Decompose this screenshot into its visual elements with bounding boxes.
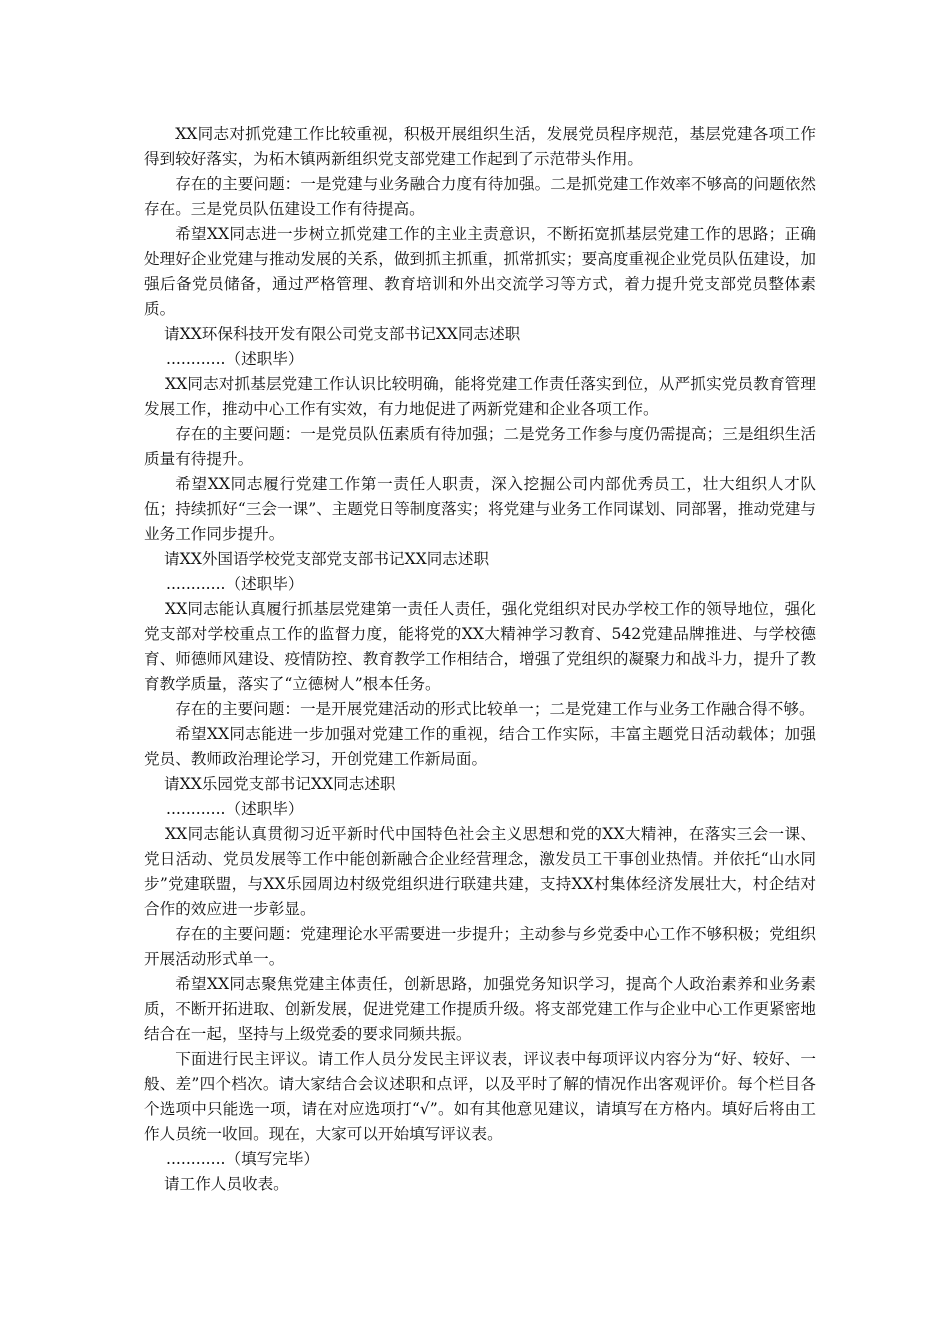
paragraph-5: 存在的主要问题：一是党员队伍素质有待加强；二是党务工作参与度仍需提高；三是组织生活质量有待提升。	[144, 425, 816, 468]
paragraph-11: 存在的主要问题：党建理论水平需要进一步提升；主动参与乡党委中心工作不够积极；党组织开展活动形式单一。	[144, 925, 816, 968]
paragraph-1: XX同志对抓党建工作比较重视，积极开展组织生活，发展党员程序规范，基层党建各项工作得到较好落实，为柘木镇两新组织党支部党建工作起到了示范带头作用。	[144, 125, 816, 168]
document-body	[144, 122, 816, 1197]
report-end-marker: ............（述职毕）	[166, 350, 304, 368]
paragraph-6: 希望XX同志履行党建工作第一责任人职责，深入挖掘公司内部优秀员工，壮大组织人才队伍；持续抓好“三会一课”、主题党日等制度落实；将党建与业务工作同谋划、同部署，推动党建与业务工作同步提升。	[144, 475, 816, 543]
paragraph-4: XX同志对抓基层党建工作认识比较明确，能将党建工作责任落实到位，从严抓实党员教育管理发展工作，推动中心工作有实效，有力地促进了两新党建和企业各项工作。	[144, 375, 816, 418]
paragraph-8: 存在的主要问题：一是开展党建活动的形式比较单一；二是党建工作与业务工作融合得不够。	[175, 700, 815, 718]
report-end-marker: ............（述职毕）	[166, 800, 304, 818]
paragraph-2: 存在的主要问题：一是党建与业务融合力度有待加强。二是抓党建工作效率不够高的问题依然存在。三是党员队伍建设工作有待提高。	[144, 175, 816, 218]
speaker-request-line: 请XX乐园党支部书记XX同志述职	[164, 775, 396, 793]
paragraph-10: XX同志能认真贯彻习近平新时代中国特色社会主义思想和党的XX大精神，在落实三会一课、党日活动、党员发展等工作中能创新融合企业经营理念，激发员工干事创业热情。并依托“山水同步”党建联盟，与XX乐园周边村级党组织进行联建共建，支持XX村集体经济发展壮大，村企结对合作的效应进一步彰显。	[144, 825, 816, 918]
closing-line: 请工作人员收表。	[164, 1175, 289, 1193]
speaker-request-line: 请XX外国语学校党支部党支部书记XX同志述职	[164, 550, 490, 568]
paragraph-3: 希望XX同志进一步树立抓党建工作的主业主责意识，不断拓宽抓基层党建工作的思路；正确处理好企业党建与推动发展的关系，做到抓主抓重，抓常抓实；要高度重视企业党员队伍建设，加强后备党员储备，通过严格管理、教育培训和外出交流学习等方式，着力提升党支部党员整体素质。	[144, 225, 816, 318]
paragraph-12: 希望XX同志聚焦党建主体责任，创新思路，加强党务知识学习，提高个人政治素养和业务素质，不断开拓进取、创新发展，促进党建工作提质升级。将支部党建工作与企业中心工作更紧密地结合在一起，坚持与上级党委的要求同频共振。	[144, 975, 816, 1043]
paragraph-7: XX同志能认真履行抓基层党建第一责任人责任，强化党组织对民办学校工作的领导地位，强化党支部对学校重点工作的监督力度，能将党的XX大精神学习教育、542党建品牌推进、与学校德育、师德师风建设、疫情防控、教育教学工作相结合，增强了党组织的凝聚力和战斗力，提升了教育教学质量，落实了“立德树人”根本任务。	[144, 600, 816, 693]
paragraph-13: 下面进行民主评议。请工作人员分发民主评议表，评议表中每项评议内容分为“好、较好、一般、差”四个档次。请大家结合会议述职和点评，以及平时了解的情况作出客观评价。每个栏目各个选项中只能选一项，请在对应选项打“√”。如有其他意见建议，请填写在方格内。填好后将由工作人员统一收回。现在，大家可以开始填写评议表。	[144, 1050, 816, 1143]
report-end-marker: ............（述职毕）	[166, 575, 304, 593]
paragraph-9: 希望XX同志能进一步加强对党建工作的重视，结合工作实际，丰富主题党日活动载体；加强党员、教师政治理论学习，开创党建工作新局面。	[144, 725, 816, 768]
filling-end-marker: ............（填写完毕）	[166, 1150, 320, 1168]
speaker-request-line: 请XX环保科技开发有限公司党支部书记XX同志述职	[164, 325, 521, 343]
